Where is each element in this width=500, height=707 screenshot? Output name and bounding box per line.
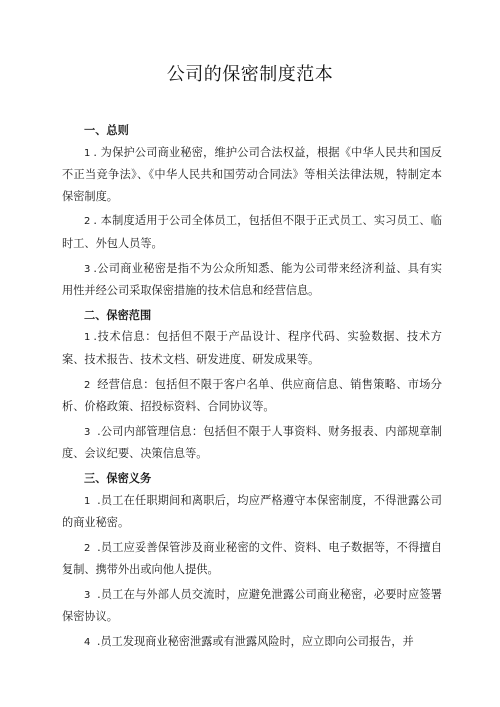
paragraph-number: 2 xyxy=(84,379,91,391)
paragraph-text: .员工发现商业秘密泄露或有泄露风险时，应立即向公司报告，并 xyxy=(93,635,414,649)
paragraph-text: . 为保护公司商业秘密，维护公司合法权益，根据《中华人民共和国反不正当竞争法》、《中华人民共和国劳动合同法》等相关法律法规，特制定本保密制度。 xyxy=(62,145,442,203)
paragraph xyxy=(62,374,442,418)
paragraph xyxy=(62,142,442,208)
paragraph xyxy=(62,326,442,370)
paragraph-text: .员工在任职期间和离职后，均应严格遵守本保密制度，不得泄露公司的商业秘密。 xyxy=(62,493,442,530)
paragraph xyxy=(62,584,442,628)
paragraph-number: 1 xyxy=(84,147,91,159)
paragraph-number: 2 xyxy=(84,542,91,554)
paragraph-number: 3 xyxy=(84,263,91,275)
paragraph-number: 3 xyxy=(84,426,91,438)
paragraph-text: .公司商业秘密是指不为公众所知悉、能为公司带来经济利益、具有实用性并经公司采取保密措施的技术信息和经营信息。 xyxy=(62,261,442,298)
section-heading: 一、总则 xyxy=(84,124,129,137)
paragraph-number: 1 xyxy=(84,332,91,344)
document-title: 公司的保密制度范本 xyxy=(166,64,334,85)
paragraph xyxy=(62,421,442,465)
paragraph xyxy=(62,210,442,254)
paragraph xyxy=(62,490,442,534)
paragraph-number: 3 xyxy=(84,589,91,601)
paragraph-text: .公司内部管理信息：包括但不限于人事资料、财务报表、内部规章制度、会议纪要、决策信息等。 xyxy=(62,424,442,461)
paragraph xyxy=(62,258,442,302)
paragraph-text: 经营信息：包括但不限于客户名单、供应商信息、销售策略、市场分析、价格政策、招投标资料、合同协议等。 xyxy=(62,377,442,414)
paragraph-number: 1 xyxy=(84,495,91,507)
paragraph xyxy=(62,537,442,581)
paragraph-number: 2 xyxy=(84,216,91,228)
paragraph xyxy=(62,631,442,654)
document-body xyxy=(62,117,442,657)
section-heading: 二、保密范围 xyxy=(84,308,152,322)
paragraph-text: .技术信息：包括但不限于产品设计、程序代码、实验数据、技术方案、技术报告、技术文档、研发进度、研发成果等。 xyxy=(62,330,442,366)
paragraph-text: .员工应妥善保管涉及商业秘密的文件、资料、电子数据等，不得擅自复制、携带外出或向他人提供。 xyxy=(62,540,442,577)
paragraph-text: . 本制度适用于公司全体员工，包括但不限于正式员工、实习员工、临时工、外包人员等。 xyxy=(62,214,442,250)
section-heading: 三、保密义务 xyxy=(84,471,152,485)
paragraph-text: .员工在与外部人员交流时，应避免泄露公司商业秘密，必要时应签署保密协议。 xyxy=(62,587,442,624)
paragraph-number: 4 xyxy=(84,637,91,649)
